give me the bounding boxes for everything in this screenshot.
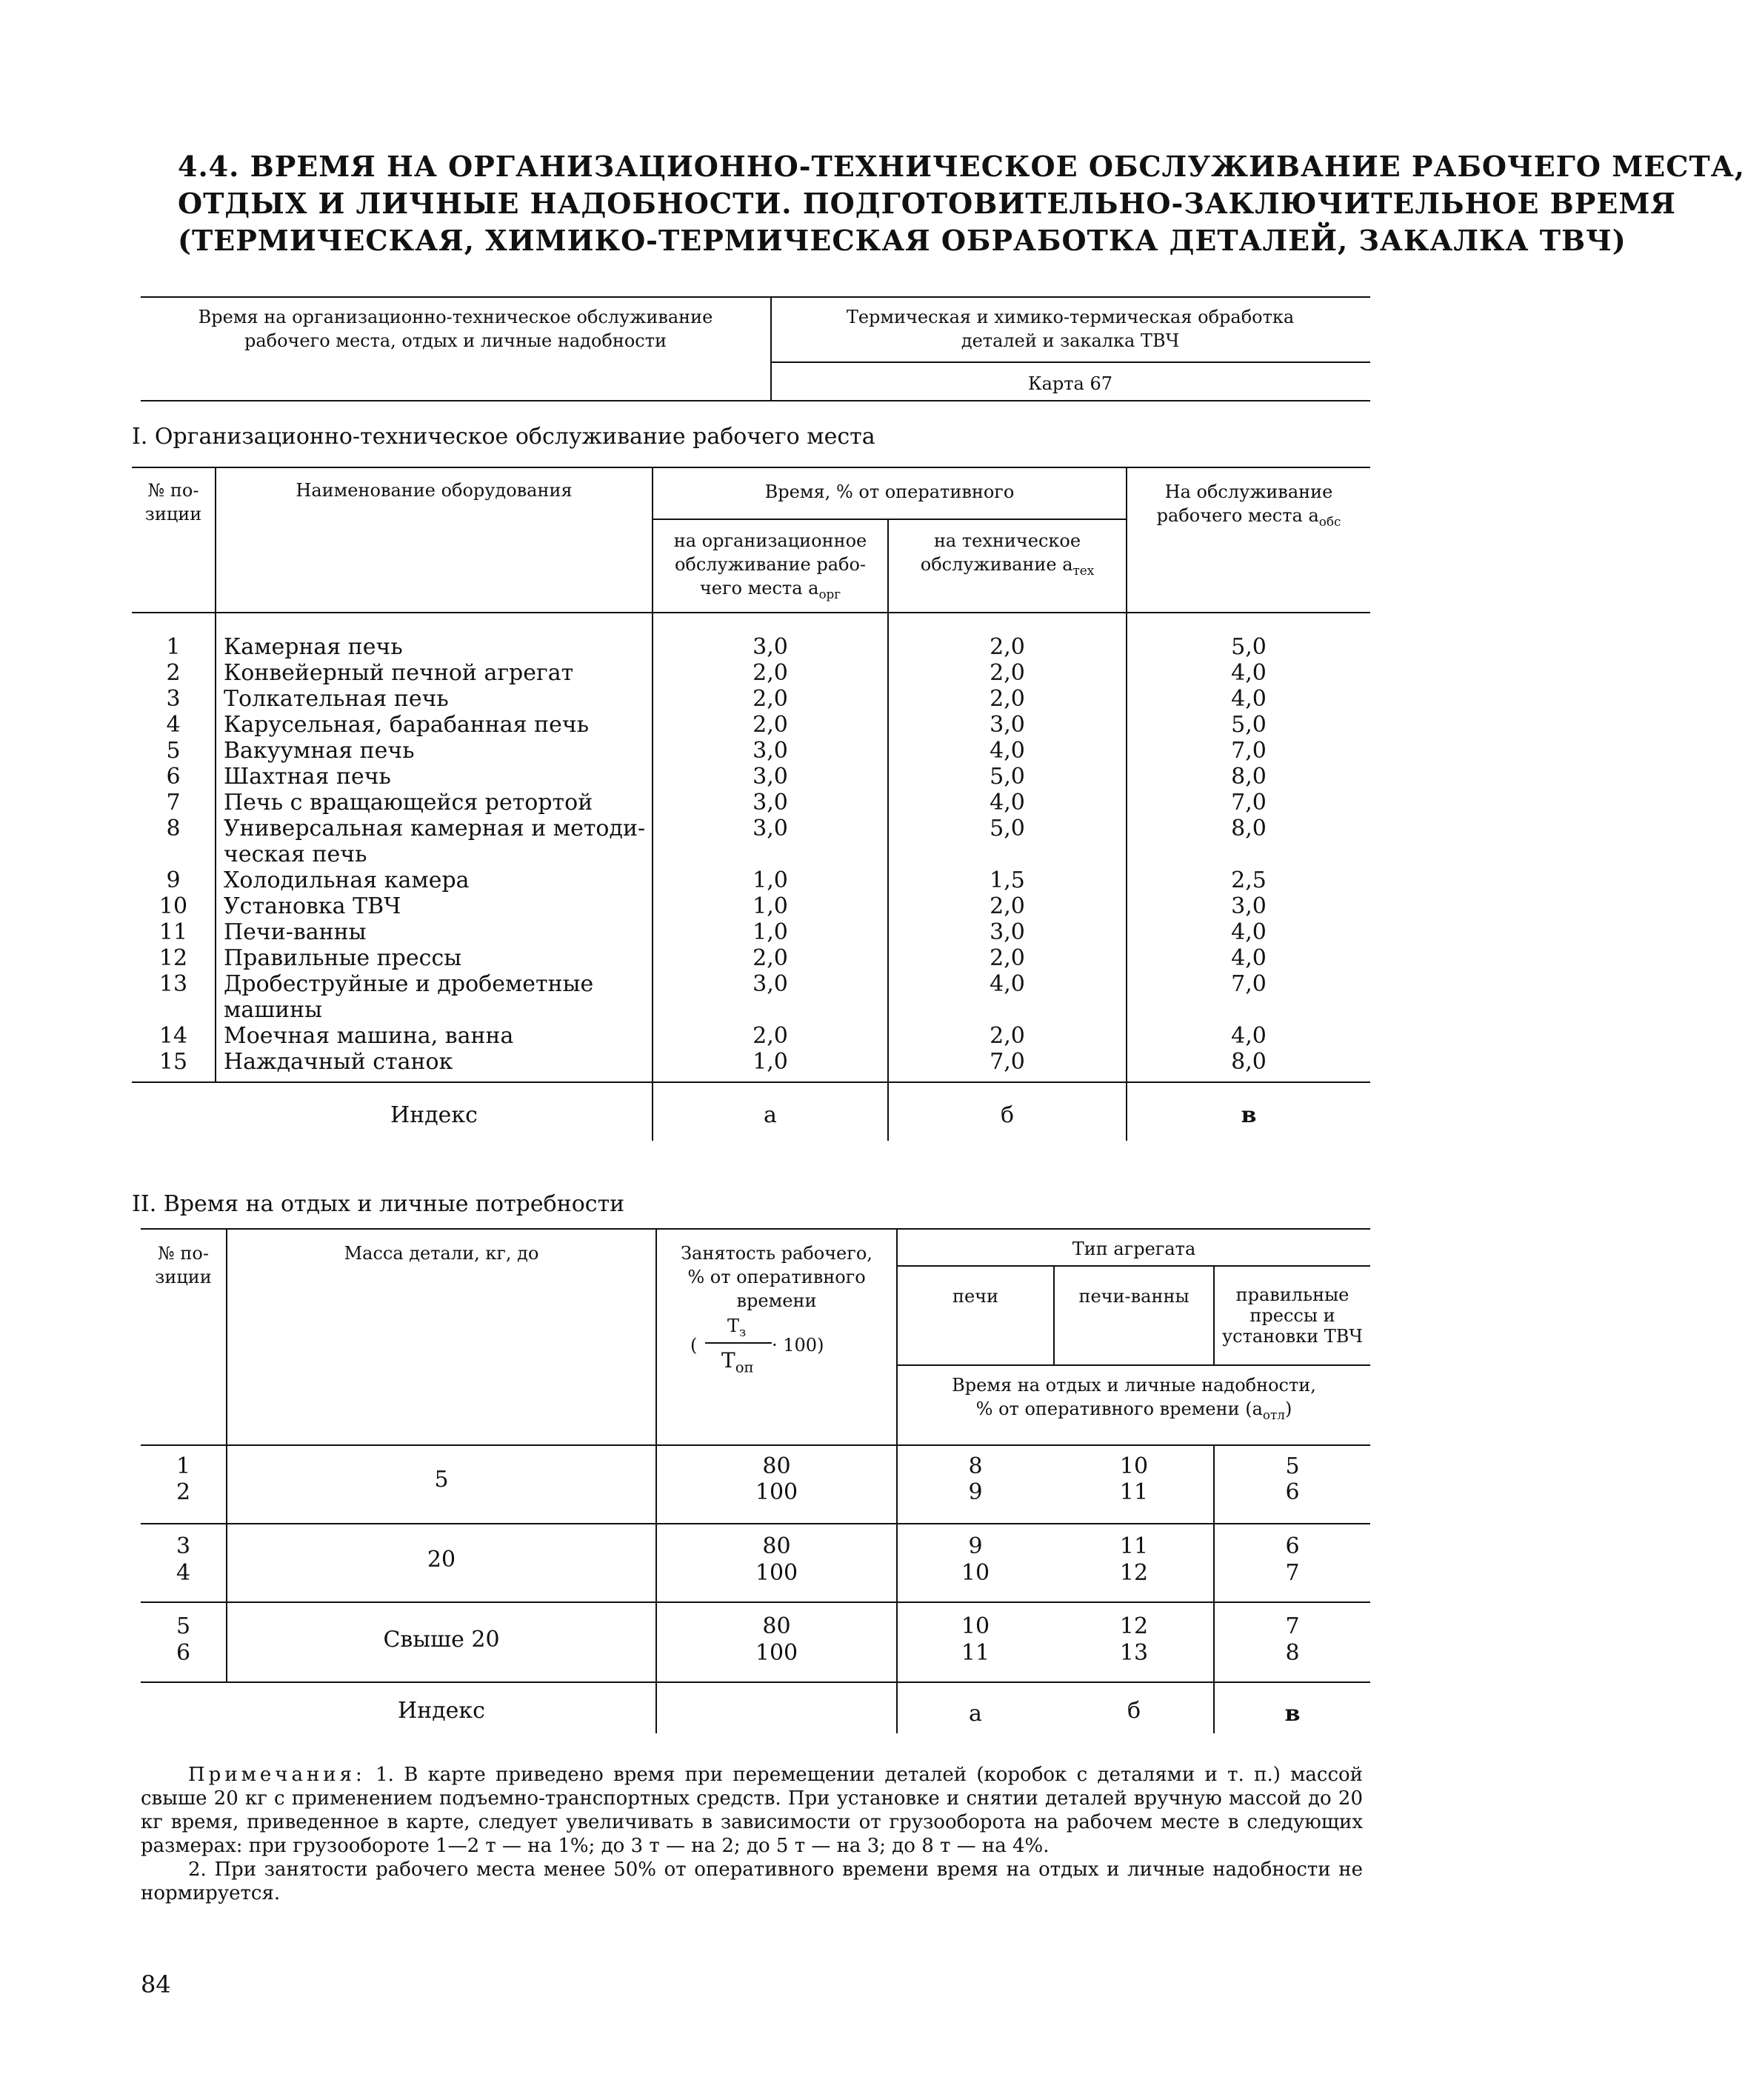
table-row-pos: 5	[166, 738, 181, 764]
table-row-pos: 7	[166, 790, 181, 816]
table-row-org: 2,0	[753, 660, 788, 686]
s1-col-org-3	[653, 576, 887, 606]
s1-col-tech-2	[889, 553, 1126, 582]
table-row-obs: 5,0	[1231, 712, 1267, 738]
table-row-name: Шахтная печь	[224, 764, 391, 790]
notes	[141, 1763, 1363, 1905]
formula-num-sub: з	[739, 1324, 747, 1339]
s2-col-mass: Масса детали, кг, до	[344, 1243, 539, 1264]
table-row-pos: 3	[176, 1533, 191, 1559]
table-row-pos: 2	[166, 660, 181, 686]
table-row-org: 2,0	[753, 686, 788, 712]
table-row-obs: 4,0	[1231, 660, 1267, 686]
table-row-obs: 8,0	[1231, 764, 1267, 790]
s2-index-c: в	[1284, 1701, 1301, 1727]
table-row-org: 3,0	[753, 764, 788, 790]
table-row-furn: 11	[961, 1640, 990, 1666]
table-row-pos: 4	[176, 1560, 191, 1586]
s2-col-type: Тип агрегата	[1072, 1239, 1196, 1259]
table-row-obs: 4,0	[1231, 1023, 1267, 1049]
note-2: 2. При занятости рабочего места менее 50% от оперативного времени время на отдых и личные надобности не нормируется.	[141, 1859, 1363, 1904]
table-row-pos: 13	[159, 971, 188, 997]
table-row-pos: 2	[176, 1479, 191, 1505]
s2-col-press-3: установки ТВЧ	[1222, 1326, 1363, 1347]
group-mass: 20	[427, 1547, 456, 1573]
s1-col-obs-1: На обслуживание	[1164, 481, 1333, 502]
header-bottom-rule	[141, 400, 1370, 401]
table-row-name: Камерная печь	[224, 634, 403, 660]
s1-col-pos-1: № по-	[147, 480, 199, 501]
table-row-org: 3,0	[753, 738, 788, 764]
header-left-line-1: Время на организационно-техническое обслуживание	[198, 307, 713, 327]
table-row-name: Правильные прессы	[224, 945, 462, 971]
table-row-pos: 6	[176, 1640, 191, 1666]
table-row-tech: 2,0	[990, 893, 1025, 919]
formula-num-text: Т	[727, 1316, 740, 1336]
formula-tail: · 100)	[772, 1335, 824, 1356]
table-row-name-cont: ческая печь	[224, 841, 367, 867]
table-row-pos: 4	[166, 712, 181, 738]
table-row-name: Наждачный станок	[224, 1049, 453, 1075]
table-row-pos: 5	[176, 1613, 191, 1639]
table-row-busy: 100	[755, 1560, 798, 1586]
table-row-bath: 12	[1119, 1560, 1149, 1586]
table-row-bath: 13	[1119, 1640, 1149, 1666]
busy-formula	[689, 1316, 867, 1375]
formula-bar	[705, 1342, 772, 1344]
table-row-org: 3,0	[753, 634, 788, 660]
header-right-line-2: деталей и закалка ТВЧ	[961, 330, 1180, 351]
table-row-busy: 100	[755, 1640, 798, 1666]
table-row-furn: 10	[961, 1560, 990, 1586]
s1-body-bottom-rule	[132, 1081, 1370, 1083]
s2-index-b: б	[1127, 1698, 1141, 1724]
table-row-bath: 12	[1119, 1613, 1149, 1639]
table-row-pos: 10	[159, 893, 188, 919]
table-row-pos: 12	[159, 945, 188, 971]
s1-col-org-2: обслуживание рабо-	[674, 554, 867, 575]
header-left-text	[148, 305, 763, 353]
s1-col-tech-sub: тех	[1072, 562, 1095, 578]
table-row-tech: 2,0	[990, 1023, 1025, 1049]
s2-group2-rule	[141, 1601, 1370, 1603]
section2-title: II. Время на отдых и личные потребности	[132, 1191, 625, 1217]
s1-index-a: а	[764, 1102, 777, 1128]
table-row-obs: 7,0	[1231, 738, 1267, 764]
s1-col-obs-2-text: рабочего места a	[1156, 505, 1319, 526]
table-row-obs: 2,5	[1231, 867, 1267, 893]
table-row-pos: 15	[159, 1049, 188, 1075]
table-row-tech: 2,0	[990, 945, 1025, 971]
table-row-obs: 5,0	[1231, 634, 1267, 660]
table-row-org: 3,0	[753, 971, 788, 997]
table-row-org: 2,0	[753, 1023, 788, 1049]
group-mass: 5	[434, 1467, 449, 1493]
table-row-obs: 7,0	[1231, 790, 1267, 816]
s2-col-pos-1: № по-	[158, 1243, 209, 1264]
table-row-tech: 5,0	[990, 764, 1025, 790]
note-1	[141, 1763, 1363, 1858]
s2-col-busy	[657, 1241, 896, 1313]
table-row-busy: 80	[762, 1533, 791, 1559]
table-row-name: Моечная машина, ванна	[224, 1023, 514, 1049]
s2-col-bath: печи-ванны	[1078, 1286, 1190, 1307]
card-number: Карта 67	[1028, 373, 1112, 394]
table-row-name: Вакуумная печь	[224, 738, 415, 764]
s2-col-pos	[141, 1241, 226, 1289]
table-row-furn: 10	[961, 1613, 990, 1639]
table-row-name-cont: машины	[224, 997, 322, 1023]
s2-col-busy-1: Занятость рабочего,	[681, 1243, 872, 1264]
notes-label: Примечания:	[188, 1764, 366, 1786]
table-row-name: Печь с вращающейся ретортой	[224, 790, 593, 816]
table-row-name: Дробеструйные и дробеметные	[224, 971, 594, 997]
table-row-org: 3,0	[753, 816, 788, 841]
group-mass: Свыше 20	[383, 1627, 500, 1653]
s2-col-rest-2-text: % от оперативного времени (a	[975, 1399, 1263, 1419]
s2-col-press-2: прессы и	[1249, 1305, 1335, 1326]
table-row-org: 1,0	[753, 867, 788, 893]
table-row-tech: 3,0	[990, 712, 1025, 738]
table-row-press: 5	[1285, 1453, 1300, 1479]
s1-col-obs	[1127, 480, 1370, 533]
table-row-bath: 11	[1119, 1479, 1149, 1505]
s1-col-org-3-text: чего места a	[699, 578, 819, 599]
s2-rest-rule	[896, 1364, 1370, 1366]
s1-col-tech-2-text: обслуживание a	[920, 554, 1073, 575]
table-row-pos: 8	[166, 816, 181, 841]
s2-index-a: а	[969, 1701, 982, 1727]
s2-vline-4	[1053, 1265, 1055, 1364]
table-row-tech: 4,0	[990, 790, 1025, 816]
s2-col-rest-1: Время на отдых и личные надобности,	[952, 1375, 1316, 1396]
s2-vline-1	[226, 1228, 227, 1681]
s2-col-busy-3: времени	[736, 1290, 817, 1311]
table-row-name: Установка ТВЧ	[224, 893, 401, 919]
page-number: 84	[141, 1970, 171, 1999]
title-line-2: ОТДЫХ И ЛИЧНЫЕ НАДОБНОСТИ. ПОДГОТОВИТЕЛЬНО-ЗАКЛЮЧИТЕЛЬНОЕ ВРЕМЯ	[178, 187, 1676, 220]
table-row-obs: 4,0	[1231, 686, 1267, 712]
table-row-pos: 6	[166, 764, 181, 790]
s2-group1-rule	[141, 1523, 1370, 1524]
table-row-obs: 8,0	[1231, 816, 1267, 841]
table-row-tech: 2,0	[990, 634, 1025, 660]
title-line-1: 4.4. ВРЕМЯ НА ОРГАНИЗАЦИОННО-ТЕХНИЧЕСКОЕ ОБСЛУЖИВАНИЕ РАБОЧЕГО МЕСТА,	[178, 150, 1745, 183]
table-row-tech: 4,0	[990, 971, 1025, 997]
s1-vline-1	[215, 467, 216, 1081]
s2-col-rest-close: )	[1284, 1399, 1292, 1419]
table-row-org: 2,0	[753, 945, 788, 971]
s2-body-bottom-rule	[141, 1681, 1370, 1683]
table-row-org: 3,0	[753, 790, 788, 816]
s2-col-furn: печи	[952, 1286, 999, 1307]
s1-col-pos	[132, 479, 215, 526]
table-row-org: 1,0	[753, 919, 788, 945]
table-row-furn: 8	[968, 1453, 983, 1479]
s2-col-press	[1215, 1284, 1370, 1347]
table-row-obs: 4,0	[1231, 945, 1267, 971]
s1-header-bottom-rule	[132, 612, 1370, 613]
section1-title: I. Организационно-техническое обслуживание рабочего места	[132, 424, 875, 450]
s1-col-time: Время, % от оперативного	[764, 481, 1015, 502]
header-divider	[770, 296, 772, 400]
table-row-pos: 3	[166, 686, 181, 712]
table-row-obs: 8,0	[1231, 1049, 1267, 1075]
s2-col-busy-2: % от оперативного	[687, 1267, 866, 1287]
table-row-org: 1,0	[753, 1049, 788, 1075]
table-row-press: 6	[1285, 1533, 1300, 1559]
s2-header-bottom-rule	[141, 1444, 1370, 1446]
table-row-busy: 80	[762, 1453, 791, 1479]
note-1-text: 1. В карте приведено время при перемещении деталей (коробок с деталями и т. п.) массой свыше 20 кг с применением подъемно-транспортных средств. При установке и снятии деталей вручную массой до 20 кг время, приведенное в карте, следует увеличивать в зависимости от грузооборота на рабочем месте в следующих размерах: при грузообороте 1—2 т — на 1%; до 3 т — на 2; до 5 т — на 3; до 8 т — на 4%.	[141, 1764, 1363, 1857]
table-row-name: Печи-ванны	[224, 919, 367, 945]
s1-subheader-rule	[652, 519, 1126, 520]
table-row-tech: 4,0	[990, 738, 1025, 764]
header-top-rule	[141, 296, 1370, 298]
s1-col-org	[653, 529, 887, 606]
table-row-press: 7	[1285, 1613, 1300, 1639]
table-row-busy: 80	[762, 1613, 791, 1639]
s1-col-tech	[889, 529, 1126, 582]
s2-col-rest-sub: отл	[1262, 1407, 1285, 1422]
s1-index-b: б	[1000, 1102, 1015, 1128]
s1-col-tech-1: на техническое	[933, 530, 1081, 551]
table-row-tech: 1,5	[990, 867, 1025, 893]
table-row-name: Конвейерный печной агрегат	[224, 660, 574, 686]
table-row-tech: 2,0	[990, 660, 1025, 686]
s1-index-label: Индекс	[390, 1102, 478, 1128]
table-row-press: 8	[1285, 1640, 1300, 1666]
table-row-pos: 9	[166, 867, 181, 893]
header-right-line-1: Термическая и химико-термическая обработка	[846, 307, 1295, 327]
table-row-tech: 7,0	[990, 1049, 1025, 1075]
s2-type-rule	[896, 1265, 1370, 1267]
formula-den-sub: оп	[735, 1359, 754, 1376]
table-row-pos: 11	[159, 919, 188, 945]
table-row-furn: 9	[968, 1479, 983, 1505]
table-row-name: Толкательная печь	[224, 686, 449, 712]
s1-col-org-sub: орг	[818, 586, 841, 601]
table-row-org: 2,0	[753, 712, 788, 738]
s2-col-press-1: правильные	[1235, 1284, 1349, 1305]
s2-index-label: Индекс	[398, 1698, 485, 1724]
table-row-tech: 2,0	[990, 686, 1025, 712]
s1-col-obs-2	[1127, 504, 1370, 533]
table-row-name: Холодильная камера	[224, 867, 470, 893]
s1-col-obs-sub: обс	[1318, 513, 1341, 529]
table-row-tech: 3,0	[990, 919, 1025, 945]
header-card-rule	[770, 361, 1370, 363]
table-row-press: 7	[1285, 1560, 1300, 1586]
formula-numerator	[727, 1316, 746, 1339]
table-row-pos: 14	[159, 1023, 188, 1049]
table-row-tech: 5,0	[990, 816, 1025, 841]
s1-col-name: Наименование оборудования	[296, 480, 573, 501]
table-row-obs: 7,0	[1231, 971, 1267, 997]
s1-top-rule	[132, 467, 1370, 468]
s1-index-c: в	[1241, 1102, 1257, 1128]
s1-col-org-1: на организационное	[673, 530, 867, 551]
formula-denominator	[721, 1348, 754, 1376]
page-title	[178, 148, 1745, 259]
table-row-name: Универсальная камерная и методи-	[224, 816, 646, 841]
header-right-text	[778, 305, 1363, 353]
table-row-org: 1,0	[753, 893, 788, 919]
title-line-3: (ТЕРМИЧЕСКАЯ, ХИМИКО-ТЕРМИЧЕСКАЯ ОБРАБОТКА ДЕТАЛЕЙ, ЗАКАЛКА ТВЧ)	[178, 224, 1626, 257]
header-left-line-2: рабочего места, отдых и личные надобности	[244, 330, 667, 351]
s2-col-pos-2: зиции	[155, 1267, 212, 1287]
table-row-obs: 4,0	[1231, 919, 1267, 945]
table-row-obs: 3,0	[1231, 893, 1267, 919]
s1-col-pos-2: зиции	[144, 504, 202, 524]
table-row-furn: 9	[968, 1533, 983, 1559]
table-row-pos: 1	[166, 634, 181, 660]
table-row-press: 6	[1285, 1479, 1300, 1505]
table-row-busy: 100	[755, 1479, 798, 1505]
s2-top-rule	[141, 1228, 1370, 1230]
table-row-bath: 11	[1119, 1533, 1149, 1559]
formula-den-text: Т	[721, 1348, 735, 1373]
table-row-pos: 1	[176, 1453, 191, 1479]
table-row-bath: 10	[1119, 1453, 1149, 1479]
s2-col-rest	[898, 1373, 1370, 1427]
table-row-name: Карусельная, барабанная печь	[224, 712, 590, 738]
s2-col-rest-2	[898, 1397, 1370, 1427]
formula-open: (	[690, 1335, 698, 1356]
